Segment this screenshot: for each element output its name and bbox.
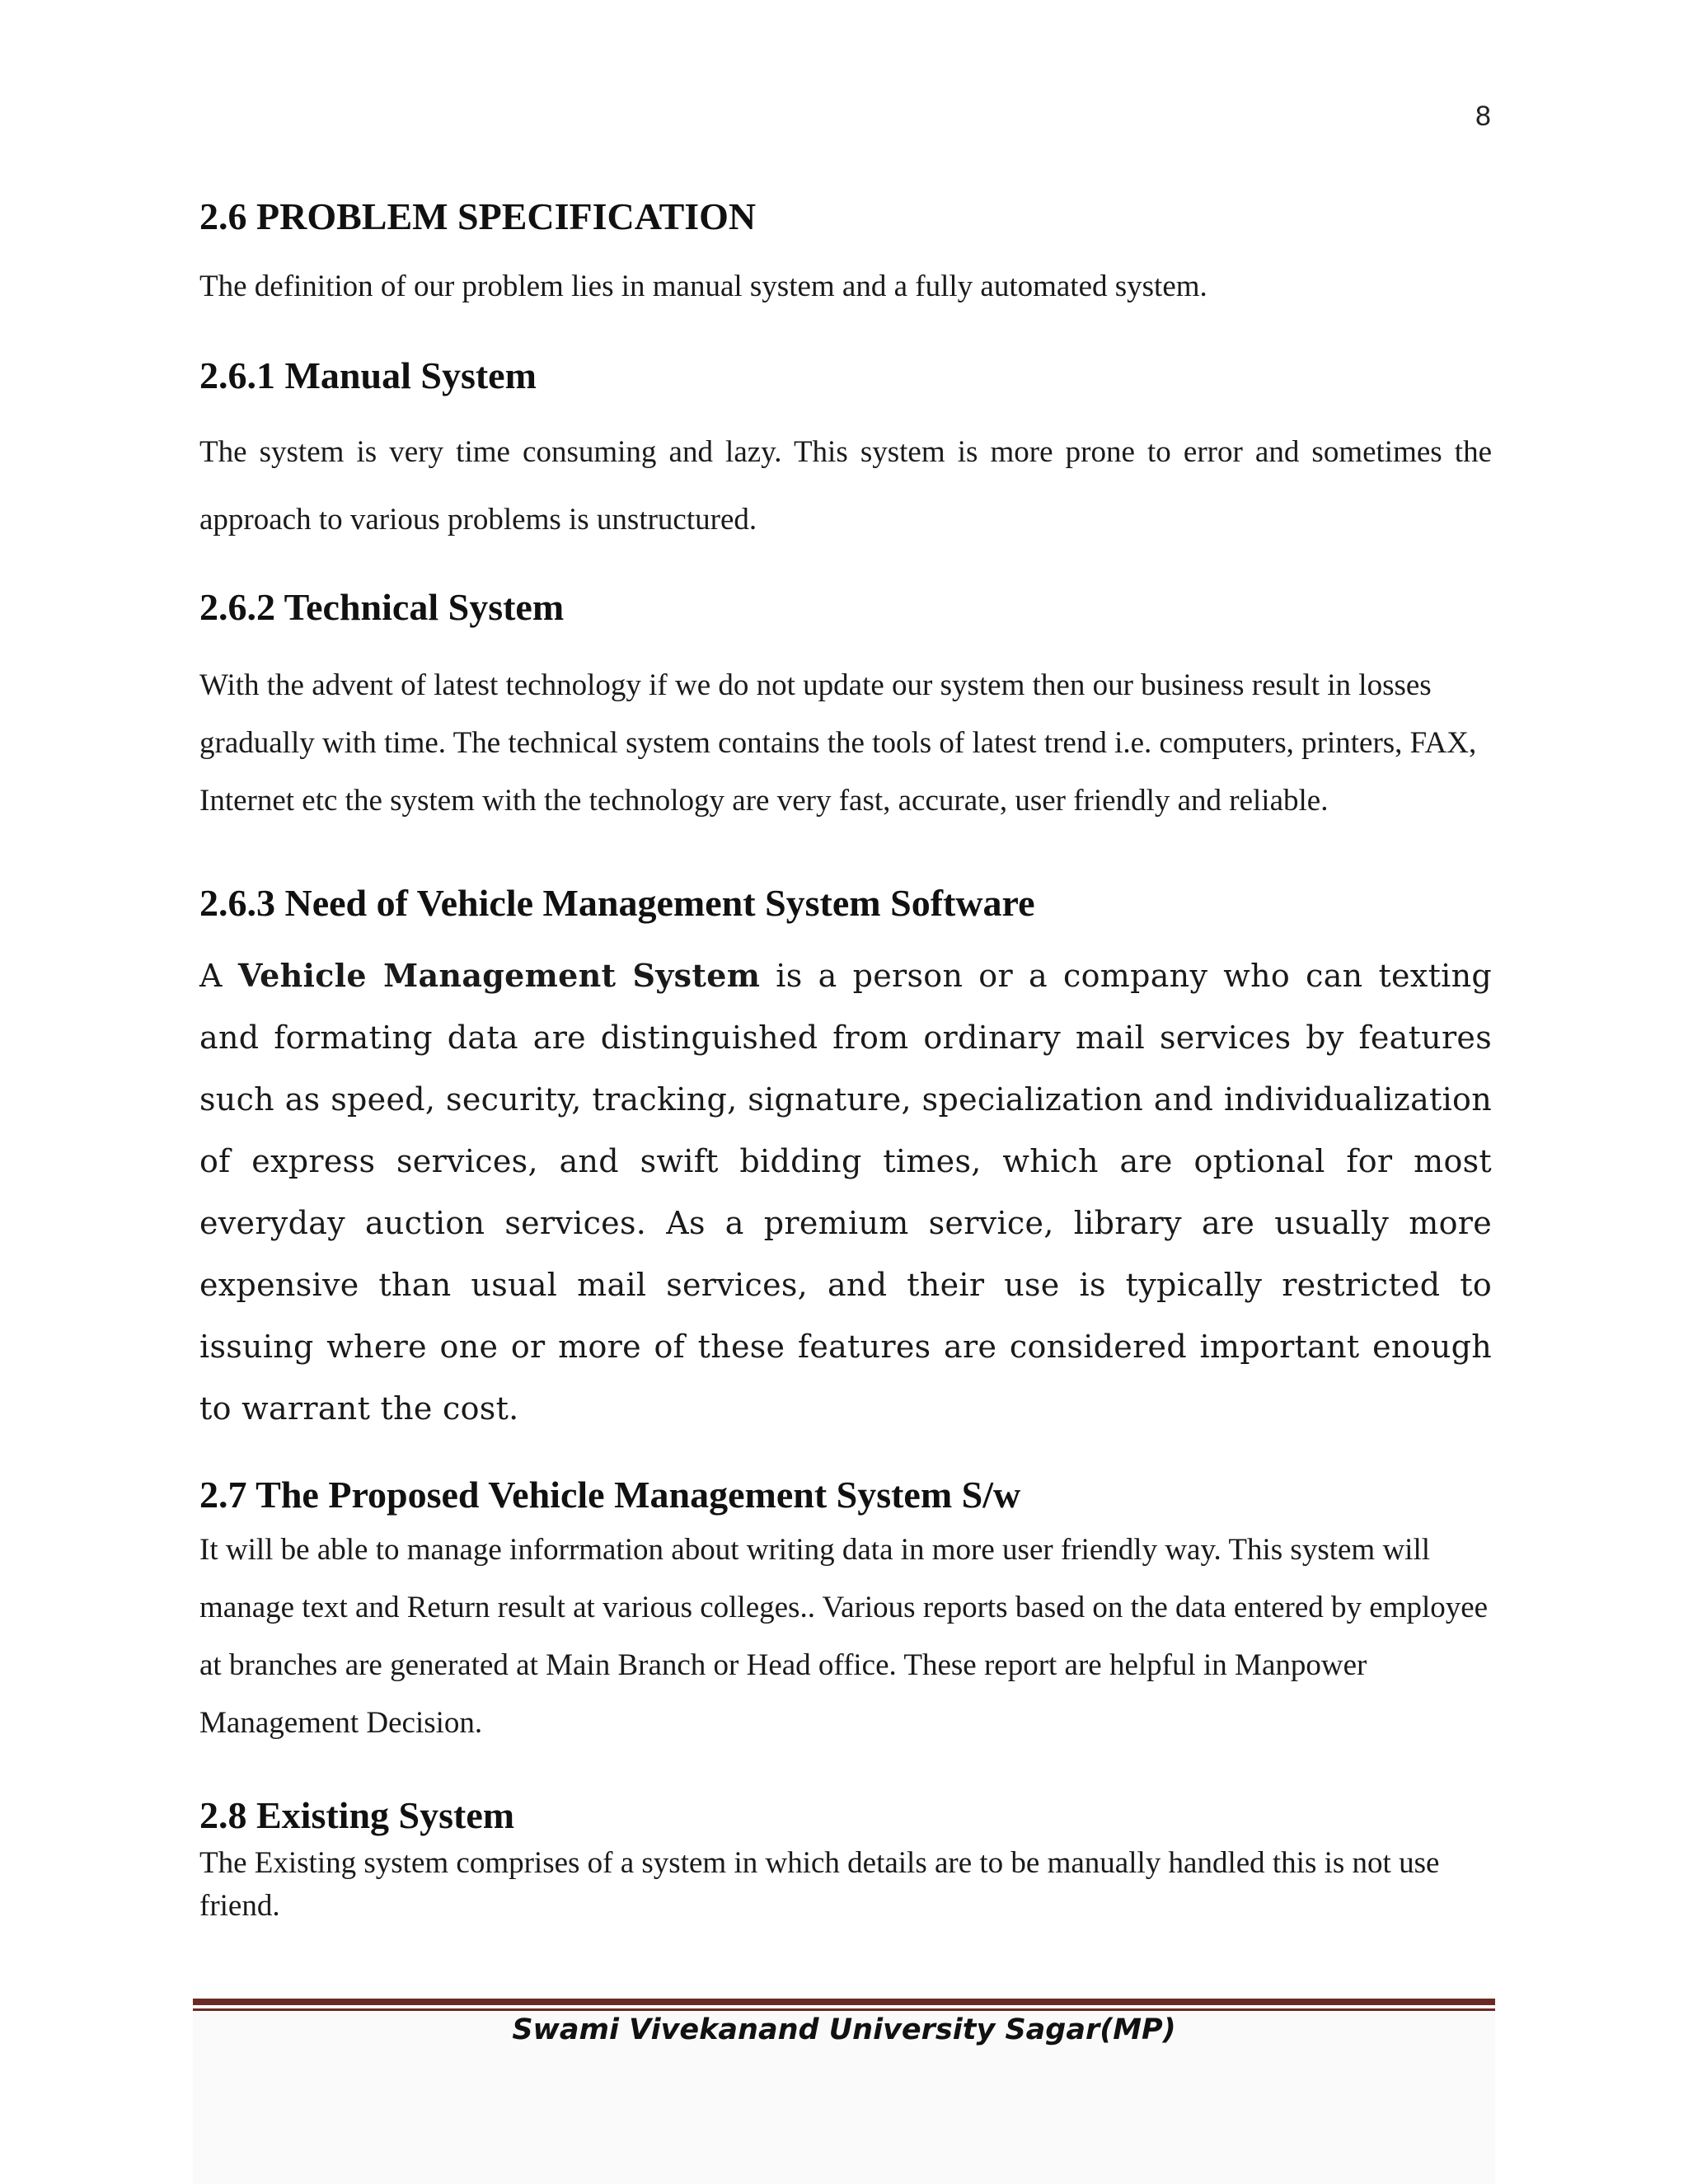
footer-divider-thick [193, 1999, 1495, 2005]
paragraph-body-text: is a person or a company who can texting and formating data are distinguished from ordinary mail services by features such as speed, security, tracking, signature, specialization and individualization of express services, and swift bidding times, which are optional for most everyday auction services. As a premium service, library are usually more expensive than usual mail services, and their use is typically restricted to issuing where one or more of these features are considered important enough to warrant the cost. [199, 958, 1492, 1427]
section-2-6-1-paragraph: The system is very time consuming and lazy. This system is more prone to error and sometimes the approach to various problems is unstructured. [199, 435, 1492, 537]
section-2-6-3-paragraph [199, 944, 1492, 1440]
paragraph-lead-word: A [199, 958, 223, 994]
vms-bold-term: Vehicle Management System [237, 957, 761, 994]
section-2-8-heading: 2.8 Existing System [199, 1794, 515, 1836]
footer-divider-thin [193, 2008, 1495, 2011]
page-number: 8 [1475, 101, 1491, 132]
section-2-7-paragraph: It will be able to manage inforrmation about writing data in more user friendly way. This system will manage text and Return result at various colleges.. Various reports based on the data entered by employee at branches are generated at Main Branch or Head office. These report are helpful in Manpower Management Decision. [199, 1533, 1489, 1740]
footer-university-name: Swami Vivekanand University Sagar(MP) [512, 2013, 1176, 2046]
section-2-6-2-paragraph: With the advent of latest technology if we do not update our system then our business result in losses gradually with time. The technical system contains the tools of latest trend i.e. computers, printers, FAX, Internet etc the system with the technology are very fast, accurate, user friendly and reliable. [199, 668, 1477, 818]
section-2-7-heading: 2.7 The Proposed Vehicle Management System S/w [199, 1474, 1021, 1516]
document-body [199, 190, 1492, 1928]
section-2-6-2-heading: 2.6.2 Technical System [199, 586, 565, 628]
section-2-6-heading: 2.6 PROBLEM SPECIFICATION [199, 195, 757, 237]
section-2-6-1-heading: 2.6.1 Manual System [199, 354, 537, 396]
section-2-8-paragraph: The Existing system comprises of a system in which details are to be manually handled this is not use friend. [199, 1846, 1440, 1923]
section-2-6-3-heading: 2.6.3 Need of Vehicle Management System Software [199, 882, 1035, 924]
section-2-6-paragraph: The definition of our problem lies in manual system and a fully automated system. [199, 269, 1207, 303]
